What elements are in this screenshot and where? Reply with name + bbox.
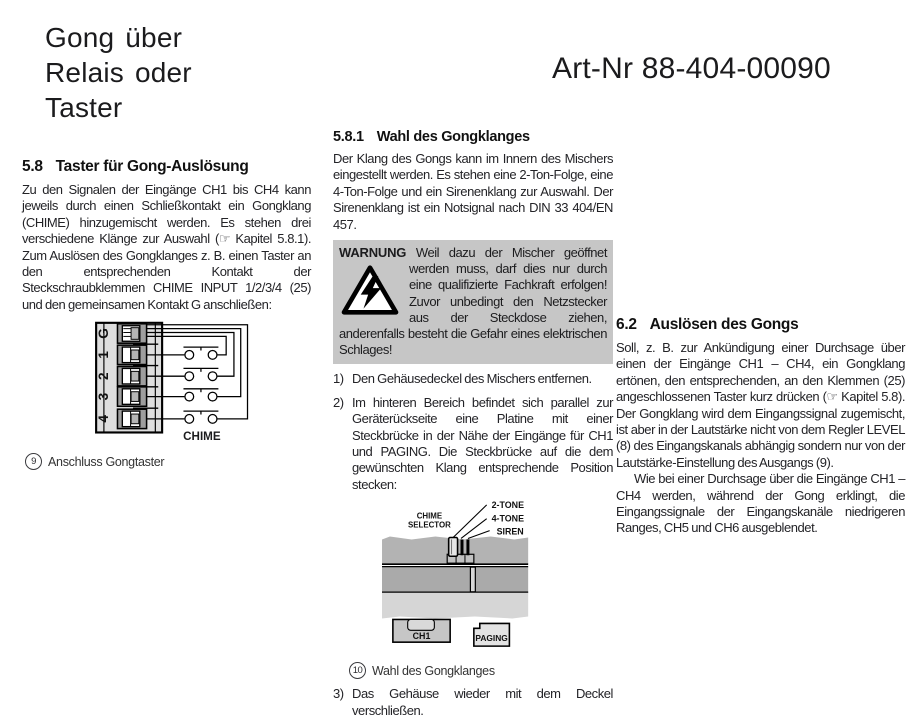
- chime-selector-diagram: [377, 497, 547, 655]
- chime-selector-label-line1: CHIME: [416, 512, 443, 522]
- section-body-6-2-para1: Soll, z. B. zur Ankündigung einer Durchsage über einen der Eingänge CH1 – CH4, ein Gongklang ertönen, den entsprechenden, an den Klemmen (25) angeschlossenen Taster kurz drücken (☞ Kapitel 5.8). Der Gongklang wird dem Eingangssignal zugemischt, ist aber in der Lautstärke nicht von dem Regler LEVEL (8) des Eingangskanals abhängig sondern nur von der Lautstärke-Einstellung des Ausgangs (9).: [616, 340, 905, 470]
- section-heading-5-8-1: [333, 129, 613, 145]
- section-heading-6-2: [616, 316, 905, 334]
- terminal-2: [117, 367, 146, 386]
- step-text: Das Gehäuse wieder mit dem Deckel verschließen.: [352, 686, 613, 718]
- jumper-plug: [449, 538, 458, 557]
- terminal-label-G: G: [95, 328, 111, 340]
- section-body-6-2-para2: Wie bei einer Durchsage über die Eingänge CH1 – CH4 werden, während der Gong erklingt, die Eingangssignale der Eingangskanäle niedrigeren Ranges, CH5 und CH6 ausgeblendet.: [616, 471, 905, 536]
- pin-4-tone: [461, 540, 464, 556]
- figure10-caption: [349, 662, 613, 679]
- terminal-label-4: 4: [95, 415, 111, 423]
- pin-siren: [466, 540, 469, 556]
- section-title: Auslösen des Gongs: [649, 316, 799, 333]
- warning-box: [333, 240, 613, 364]
- chime-group-label: CHIME: [183, 430, 221, 444]
- section-number: 5.8: [22, 158, 43, 175]
- step-number: 3): [333, 686, 344, 702]
- figure-chime-selector: [377, 497, 613, 660]
- section-body-5-8-1: Der Klang des Gongs kann im Innern des Mischers eingestellt werden. Es stehen eine 2-Ton-Folge, eine 4-Ton-Folge und ein Sirenenklang zur Auswahl. Der Sirenenklang ist ein Notsignal nach DIN 33 404/EN 457.: [333, 151, 613, 232]
- figure10-number-badge: 10: [349, 662, 366, 679]
- step-3: [333, 686, 613, 719]
- position-label-siren: SIREN: [496, 526, 524, 537]
- warning-text-start: Weil dazu der Mischer geöffnet: [415, 245, 607, 261]
- chime-selector-label-line2: SELECTOR: [407, 520, 451, 530]
- section-title: Wahl des Gongklanges: [376, 129, 530, 145]
- step-2: [333, 395, 613, 493]
- article-number: Art-Nr 88-404-00090: [552, 52, 831, 85]
- terminal-1: [117, 345, 146, 364]
- figure9-number-badge: 9: [25, 453, 42, 470]
- figure-gong-button-wiring: [20, 317, 311, 453]
- ch1-connector-label: CH1: [412, 631, 431, 642]
- page-title: [45, 20, 295, 125]
- page-title-line: Relais oder: [45, 57, 192, 88]
- pointer-lines: [453, 505, 490, 539]
- step-1: [333, 371, 613, 387]
- electric-hazard-triangle-icon: [340, 264, 400, 316]
- page-title-line: Taster: [45, 92, 123, 123]
- column-left: [22, 158, 311, 470]
- step-number: 1): [333, 371, 344, 387]
- column-right: [616, 316, 905, 537]
- terminal-label-3: 3: [95, 393, 111, 401]
- terminal-block-diagram: [20, 317, 312, 448]
- pcb-lower-band: [382, 593, 528, 619]
- terminal-4: [117, 409, 146, 428]
- terminal-label-1: 1: [95, 351, 111, 359]
- column-middle: [333, 129, 613, 719]
- pcb-middle-band: [382, 567, 528, 593]
- terminal-label-2: 2: [95, 372, 111, 381]
- terminal-G: [117, 324, 146, 343]
- pcb-connector-slot: [470, 567, 475, 592]
- step-text: Im hinteren Bereich befindet sich parallel zur Geräterückseite eine Platine mit einer Steckbrücke in der Nähe der Eingänge für CH1 und PAGING. Die Steckbrücke auf die dem gewünschten Klang entsprechende Position stecken:: [352, 394, 613, 492]
- page-title-line: Gong über: [45, 22, 183, 53]
- step-text: Den Gehäusedeckel des Mischers entfernen.: [352, 371, 592, 387]
- position-label-4tone: 4-TONE: [491, 513, 525, 524]
- figure10-caption-text: Wahl des Gongklanges: [372, 663, 495, 678]
- paging-connector-label: PAGING: [475, 633, 508, 644]
- section-number: 5.8.1: [333, 129, 364, 145]
- warning-text-rest: werden muss, darf dies nur durch eine qualifizierte Fachkraft erfolgen! Zuvor unbedingt den Netzstecker aus der Steckdose ziehen, anderenfalls besteht die Gefahr eines elektrischen Schlages!: [339, 261, 607, 358]
- section-title: Taster für Gong-Auslösung: [55, 158, 249, 175]
- figure9-caption: [25, 453, 311, 470]
- position-label-2tone: 2-TONE: [491, 500, 525, 511]
- section-body-5-8: Zu den Signalen der Eingänge CH1 bis CH4 kann jeweils durch einen Schließkontakt ein Gongklang (CHIME) hinzugemischt werden. Es stehen drei verschiedene Klänge zur Auswahl (☞ Kapitel 5.8.1). Zum Auslösen des Gongklanges z. B. einen Taster an den entsprechenden Kontakt der Steckschraubklemmen CHIME INPUT 1/2/3/4 (25) und den gemeinsamen Kontakt G anschließen:: [22, 182, 311, 312]
- warning-label: WARNUNG: [339, 245, 407, 261]
- step-number: 2): [333, 394, 344, 410]
- section-heading-5-8: [22, 158, 311, 176]
- terminal-3: [117, 387, 146, 406]
- figure9-caption-text: Anschluss Gongtaster: [48, 454, 165, 469]
- section-number: 6.2: [616, 316, 637, 333]
